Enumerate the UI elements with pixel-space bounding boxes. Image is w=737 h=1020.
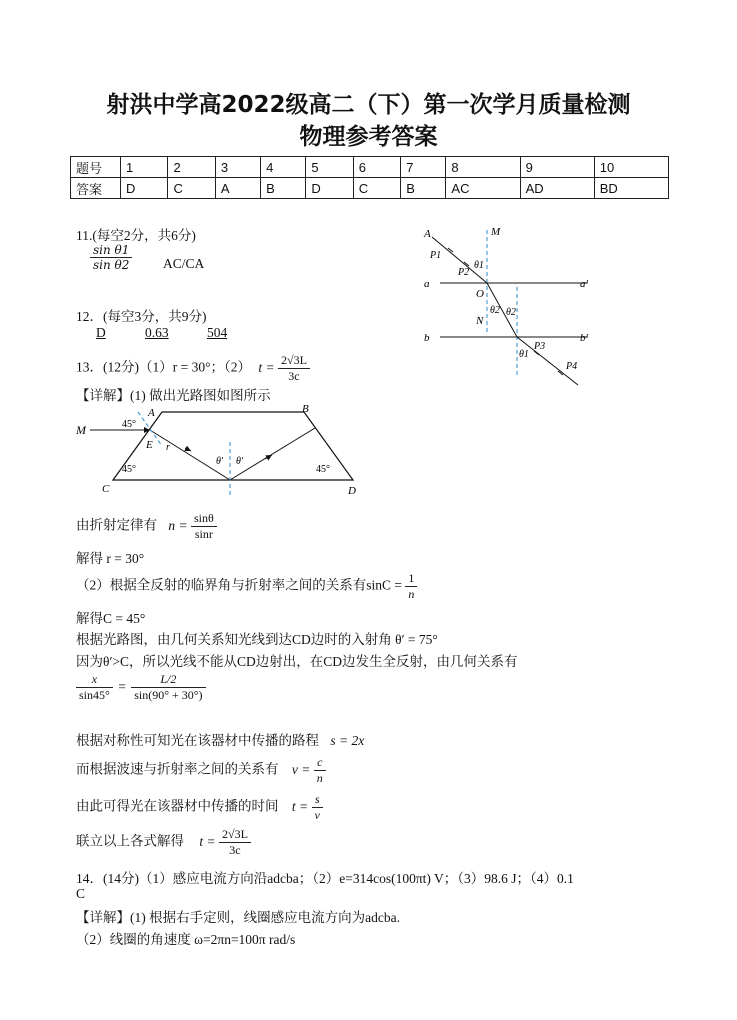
label-p4: P4 (566, 361, 578, 372)
table-cell: BD (594, 178, 668, 199)
fraction (314, 755, 326, 786)
q12-answer-3: 504 (207, 325, 228, 340)
table-cell: 10 (594, 157, 668, 178)
table-cell: A (215, 178, 260, 199)
table-cell: D (121, 178, 168, 199)
time-line: 由此可得光在该器材中传播的时间 t = $\frac{s}{v}$ (76, 792, 323, 823)
table-cell: AD (520, 178, 594, 199)
q14-detail-2: （2）线圈的角速度 ω=2πn=100π rad/s (76, 932, 296, 947)
label-45-left: 45° (122, 464, 136, 475)
q13-heading-text: 13．(12分)（1）r = 30°；（2） (76, 359, 251, 375)
q11-answer-2: AC/CA (163, 256, 205, 271)
sine-rule-equation: $\frac{x}{\sin 45^\circ}$ = $\frac{L/2}{\sin(90^\circ + 30^\circ)}$ (76, 672, 206, 703)
glass-slab-refraction-diagram (418, 225, 600, 395)
table-cell: 4 (261, 157, 306, 178)
numerator: sinθ (191, 511, 217, 527)
label-45-right: 45° (316, 464, 330, 475)
label-b-line: b (424, 332, 430, 344)
denominator: sin45° (79, 688, 110, 702)
label-theta2-right: θ2 (506, 307, 516, 318)
label-p2: P2 (458, 267, 470, 278)
label-a: A (148, 407, 155, 419)
denominator: v (314, 808, 320, 822)
label-theta-right: θ′ (236, 456, 244, 467)
label-theta1-top: θ1 (474, 260, 484, 271)
table-cell: B (261, 178, 306, 199)
numerator: 1 (405, 571, 417, 587)
denominator: n (316, 771, 323, 785)
q14-detail-1: 【详解】(1) 根据右手定则，线圈感应电流方向为adcba. (76, 910, 400, 925)
time-text: 由此可得光在该器材中传播的时间 (76, 798, 279, 814)
denominator: sinr (194, 527, 213, 541)
label-o: O (476, 288, 484, 300)
denominator: 3c (229, 843, 241, 857)
table-cell: 8 (446, 157, 520, 178)
denominator: sin(90° + 30°) (134, 688, 203, 702)
label-theta2-left: θ2 (490, 305, 500, 316)
label-p3: P3 (534, 341, 546, 352)
refraction-law-text: 由折射定律有 (76, 517, 157, 533)
label-m: M (76, 423, 86, 437)
refraction-law-line: 由折射定律有 n = $\frac{\sin\theta}{\sin r}$ (76, 511, 217, 542)
label-n: N (476, 315, 484, 327)
label-m: M (491, 226, 501, 238)
critical-angle-line (76, 571, 417, 602)
numerator: sin θ1 (90, 243, 132, 258)
table-cell: 9 (520, 157, 594, 178)
label-b-prime: b′ (580, 332, 588, 344)
label-c: C (102, 483, 110, 495)
q12-answer-2: 0.63 (145, 325, 169, 340)
q13-heading: 13．(12分)（1）r = 30°；（2） t = $\frac{2√3L}{3c}$ (76, 353, 310, 384)
critical-angle-text: （2）根据全反射的临界角与折射率之间的关系有sinC = (76, 577, 402, 593)
numerator: 2√3L (278, 353, 310, 369)
fraction (278, 353, 310, 384)
numerator: L/2 (131, 672, 205, 688)
table-row (71, 178, 669, 199)
table-cell: 5 (306, 157, 353, 178)
final-result-line: 联立以上各式解得 t = $\frac{2√3L}{3c}$ (76, 827, 251, 858)
table-cell: 答案 (71, 178, 121, 199)
label-r: r (166, 442, 170, 453)
label-theta1-bottom: θ1 (519, 349, 529, 360)
table-cell: C (168, 178, 215, 199)
table-cell: 3 (215, 157, 260, 178)
fraction (405, 571, 417, 602)
q14-heading: 14．(14分)（1）感应电流方向沿adcba；（2）e=314cos(100πt) V；（3）98.6 J；（4）0.1 (76, 871, 574, 886)
fraction (131, 672, 205, 703)
q12-answer-1: D (96, 325, 106, 340)
label-e: E (146, 439, 153, 451)
solve-r-line: 解得 r = 30° (76, 551, 145, 566)
page-title: 射洪中学高2022级高二（下）第一次学月质量检测 (106, 92, 631, 118)
label-a-prime: a′ (580, 278, 588, 290)
table-cell: 6 (353, 157, 400, 178)
q11-heading: 11.(每空2分，共6分) (76, 228, 196, 243)
label-a: A (424, 228, 431, 240)
label-theta-left: θ′ (216, 456, 224, 467)
q13-detail: 【详解】(1) 做出光路图如图所示 (76, 388, 271, 403)
label-45-top: 45° (122, 419, 136, 430)
numerator: x (76, 672, 113, 688)
denominator: 3c (288, 369, 300, 383)
path-equation: s = 2x (330, 733, 365, 748)
speed-line: 而根据波速与折射率之间的关系有 v = $\frac{c}{n}$ (76, 755, 326, 786)
fraction (312, 792, 323, 823)
q11-answer-1 (90, 243, 132, 272)
denominator: n (408, 587, 415, 601)
q14-heading-cont: C (76, 886, 86, 901)
total-reflection-line: 因为θ′>C，所以光线不能从CD边射出，在CD边发生全反射，由几何关系有 (76, 654, 518, 669)
table-cell: 2 (168, 157, 215, 178)
final-text: 联立以上各式解得 (76, 833, 184, 849)
table-cell: 题号 (71, 157, 121, 178)
fraction (219, 827, 251, 858)
label-b: B (302, 403, 309, 415)
label-a-line: a (424, 278, 430, 290)
fraction (76, 672, 113, 703)
table-cell: D (306, 178, 353, 199)
table-cell: 7 (401, 157, 446, 178)
answer-table (70, 156, 669, 199)
table-cell: C (353, 178, 400, 199)
numerator: c (314, 755, 326, 771)
path-text: 根据对称性可知光在该器材中传播的路程 (76, 733, 319, 748)
table-row (71, 157, 669, 178)
fraction (90, 243, 132, 272)
table-cell: 1 (121, 157, 168, 178)
path-line (76, 729, 364, 749)
label-d: D (348, 485, 356, 497)
table-cell: B (401, 178, 446, 199)
solve-c-line: 解得C = 45° (76, 611, 146, 626)
denominator: sin θ2 (93, 258, 130, 272)
label-p1: P1 (430, 250, 442, 261)
incident-angle-line: 根据光路图，由几何关系知光线到达CD边时的入射角 θ′ = 75° (76, 632, 438, 647)
table-cell: AC (446, 178, 520, 199)
trapezoid-light-path-diagram (70, 398, 370, 500)
numerator: 2√3L (219, 827, 251, 843)
page-subtitle: 物理参考答案 (299, 124, 438, 150)
numerator: s (312, 792, 323, 808)
speed-text: 而根据波速与折射率之间的关系有 (76, 761, 279, 777)
fraction (191, 511, 217, 542)
q12-heading: 12．(每空3分，共9分) (76, 309, 207, 324)
